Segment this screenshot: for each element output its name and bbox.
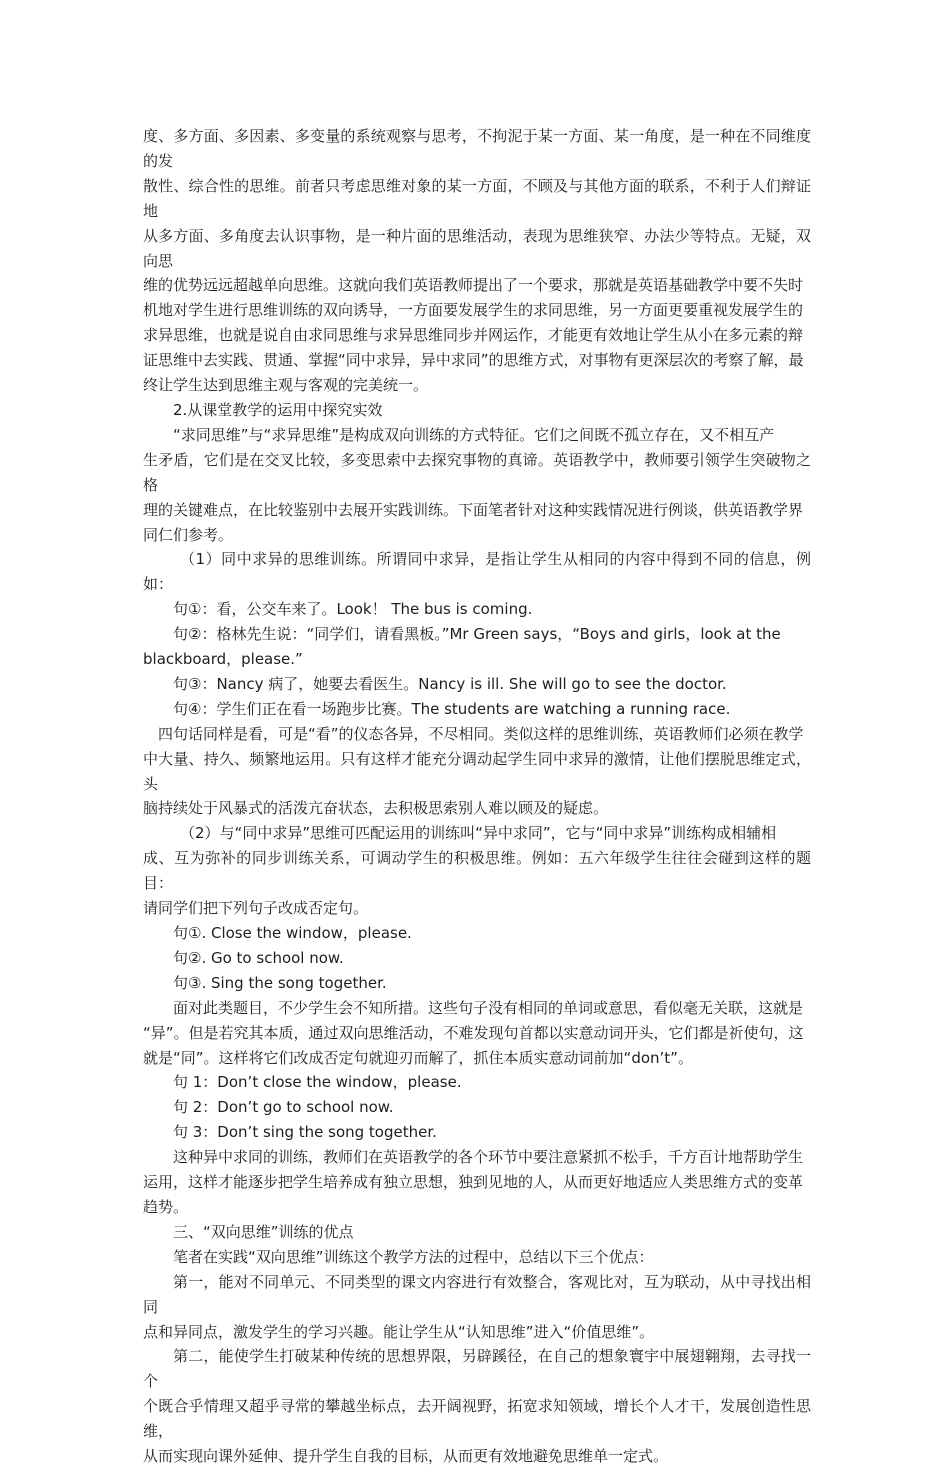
text-line: 句②. Go to school now. <box>173 948 344 967</box>
text-line: 从而实现向课外延伸、提升学生自我的目标，从而更有效地避免思维单一定式。 <box>143 1447 669 1466</box>
text-line: 第二，能使学生打破某种传统的思想界限，另辟蹊径，在自己的想象寰宇中展翅翱翔，去寻找一个 <box>143 1347 811 1391</box>
text-line: 句③. Sing the song together. <box>173 973 387 992</box>
paragraph <box>143 697 811 722</box>
text-line: 就是“同”。这样将它们改成否定句就迎刃而解了，抓住本质实意动词前加“don’t”。 <box>143 1048 693 1067</box>
text-line: 句 3：Don’t sing the song together. <box>173 1123 437 1142</box>
text-line: 面对此类题目，不少学生会不知所措。这些句子没有相同的单词或意思，看似毫无关联，这就是 <box>173 998 804 1017</box>
paragraph <box>143 1344 811 1469</box>
text-line: 成、互为弥补的同步训练关系，可调动学生的积极思维。例如：五六年级学生往往会碰到这样的题目： <box>143 849 811 893</box>
document-body <box>143 124 811 1469</box>
text-line: 证思维中去实践、贯通、掌握“同中求异，异中求同”的思维方式，对事物有更深层次的考察了解，最 <box>143 351 804 370</box>
paragraph <box>143 124 811 398</box>
paragraph <box>143 398 811 423</box>
text-line: 理的关键难点，在比较鉴别中去展开实践训练。下面笔者针对这种实践情况进行例谈，供英语教学界 <box>143 500 804 519</box>
text-line: 点和异同点，激发学生的学习兴趣。能让学生从“认知思维”进入“价值思维”。 <box>143 1322 655 1341</box>
text-line: （1）同中求异的思维训练。所谓同中求异，是指让学生从相同的内容中得到不同的信息，例如： <box>143 550 811 594</box>
paragraph <box>143 1070 811 1095</box>
text-line: “异”。但是若究其本质，通过双向思维活动，不难发现句首都以实意动词开头，它们都是祈使句，这 <box>143 1023 804 1042</box>
text-line: 句①. Close the window，please. <box>173 924 412 942</box>
paragraph <box>143 946 811 971</box>
paragraph <box>143 1095 811 1120</box>
text-line: 运用，这样才能逐步把学生培养成有独立思想，独到见地的人，从而更好地适应人类思维方式的变革 <box>143 1173 804 1192</box>
text-line: 2.从课堂教学的运用中探究实效 <box>173 400 383 419</box>
text-line: 笔者在实践“双向思维”训练这个教学方法的过程中，总结以下三个优点： <box>173 1247 654 1266</box>
paragraph <box>143 722 811 822</box>
text-line: 同仁们参考。 <box>143 525 234 544</box>
paragraph <box>143 1220 811 1245</box>
text-line: “求同思维”与“求异思维”是构成双向训练的方式特征。它们之间既不孤立存在，又不相互产 <box>173 425 775 444</box>
paragraph <box>143 971 811 996</box>
paragraph <box>143 921 811 946</box>
text-line: 机地对学生进行思维训练的双向诱导，一方面要发展学生的求同思维，另一方面更要重视发展学生的 <box>143 301 804 320</box>
text-line: 句①：看，公交车来了。Look！ The bus is coming. <box>173 600 533 619</box>
text-line: 趋势。 <box>143 1197 189 1216</box>
text-line: 四句话同样是看，可是“看”的仪态各异，不尽相同。类似这样的思维训练，英语教师们必须在教学 <box>158 724 804 743</box>
paragraph <box>143 821 811 921</box>
paragraph <box>143 547 811 597</box>
text-line: 句 2：Don’t go to school now. <box>173 1098 394 1117</box>
text-line: 生矛盾，它们是在交叉比较，多变思索中去探究事物的真谛。英语教学中，教师要引领学生突破物之格 <box>143 450 811 494</box>
text-line: 个既合乎情理又超乎寻常的攀越坐标点，去开阔视野，拓宽求知领域，增长个人才干，发展创造性思维， <box>143 1397 811 1441</box>
paragraph <box>143 996 811 1071</box>
text-line: 句 1：Don’t close the window，please. <box>173 1073 462 1092</box>
paragraph <box>143 1245 811 1270</box>
paragraph <box>143 1270 811 1345</box>
text-line: 句②：格林先生说：“同学们，请看黑板。”Mr Green says，“Boys and girls，look at the <box>173 625 781 644</box>
text-line: 中大量、持久、频繁地运用。只有这样才能充分调动起学生同中求异的激情，让他们摆脱思维定式，头 <box>143 749 811 793</box>
text-line: 这种异中求同的训练，教师们在英语教学的各个环节中要注意紧抓不松手，千方百计地帮助学生 <box>173 1148 804 1167</box>
text-line: （2）与“同中求异”思维可匹配运用的训练叫“异中求同”，它与“同中求异”训练构成相辅相 <box>180 824 777 843</box>
text-line: 求异思维，也就是说自由求同思维与求异思维同步并网运作，才能更有效地让学生从小在多元素的辩 <box>143 326 804 345</box>
text-line: 句③：Nancy 病了，她要去看医生。Nancy is ill. She will go to see the doctor. <box>173 674 727 693</box>
text-line: 三、“双向思维”训练的优点 <box>173 1222 354 1241</box>
text-line: 维的优势远远超越单向思维。这就向我们英语教师提出了一个要求，那就是英语基础教学中要不失时 <box>143 276 804 295</box>
paragraph <box>143 622 811 672</box>
text-line: 请同学们把下列句子改成否定句。 <box>143 899 369 918</box>
paragraph <box>143 1145 811 1220</box>
text-line: blackboard，please.” <box>143 650 303 669</box>
text-line: 第一，能对不同单元、不同类型的课文内容进行有效整合，客观比对，互为联动，从中寻找出相同 <box>143 1272 811 1316</box>
text-line: 终让学生达到思维主观与客观的完美统一。 <box>143 376 429 395</box>
paragraph <box>143 597 811 622</box>
text-line: 句④：学生们正在看一场跑步比赛。The students are watching a running race. <box>173 699 731 718</box>
text-line: 度、多方面、多因素、多变量的系统观察与思考，不拘泥于某一方面、某一角度，是一种在不同维度的发 <box>143 127 811 170</box>
text-line: 从多方面、多角度去认识事物，是一种片面的思维活动，表现为思维狭窄、办法少等特点。无疑，双向思 <box>143 226 811 270</box>
paragraph <box>143 672 811 697</box>
paragraph <box>143 1120 811 1145</box>
text-line: 脑持续处于风暴式的活泼亢奋状态，去积极思索别人难以顾及的疑虑。 <box>143 799 609 818</box>
paragraph <box>143 423 811 548</box>
text-line: 散性、综合性的思维。前者只考虑思维对象的某一方面，不顾及与其他方面的联系，不利于人们辩证地 <box>143 176 811 220</box>
